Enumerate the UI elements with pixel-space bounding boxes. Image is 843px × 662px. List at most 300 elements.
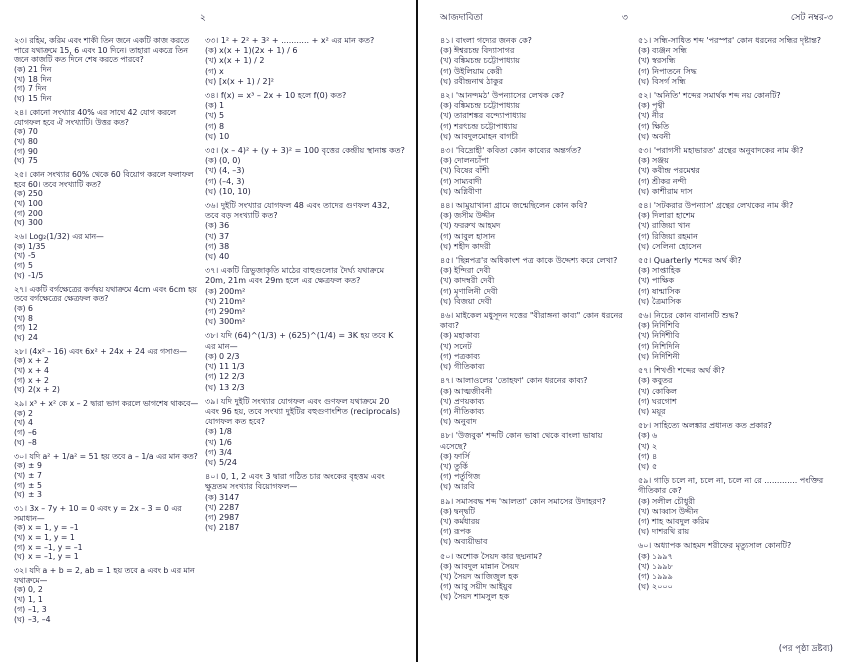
answer-option <box>638 517 834 527</box>
option-text: 3147 <box>219 492 240 502</box>
question <box>14 566 199 624</box>
question <box>440 256 630 307</box>
question-text: 1² + 2² + 3² + ........... + x² এর মান কত? <box>220 36 375 45</box>
question-text: 'আনন্দমঠ' উপন্যাসের লেখক কে? <box>455 91 565 101</box>
option-text: 3/4 <box>219 447 232 457</box>
answer-option <box>638 232 834 242</box>
question-text: শিখণ্ডী শব্দের অর্থ কী? <box>653 366 725 376</box>
question <box>638 256 834 307</box>
question-text: অধ্যাপক আহমদ শরীফের মৃত্যুসাল কোনটি? <box>653 541 792 551</box>
option-text: ± 9 <box>28 461 42 471</box>
option-label: (ক) <box>638 376 650 386</box>
option-label: (গ) <box>205 307 217 317</box>
option-text: 2287 <box>219 502 240 512</box>
question <box>14 347 199 395</box>
option-label: (ঘ) <box>205 252 217 262</box>
question <box>638 541 834 592</box>
question-stem <box>14 36 199 65</box>
option-text: 300 <box>28 218 43 228</box>
option-label: (ক) <box>638 211 650 221</box>
left-page <box>0 0 412 662</box>
option-text: 210m² <box>219 296 246 306</box>
option-text: জসীম উদ্দীন <box>454 211 495 221</box>
option-label: (খ) <box>638 561 650 571</box>
question <box>14 452 199 500</box>
question-number: ৩৫। <box>205 146 219 156</box>
question-number: ৪০। <box>205 472 219 482</box>
answer-option <box>440 232 630 242</box>
answer-option <box>440 482 630 492</box>
question-number: ২৭। <box>14 284 27 294</box>
answer-option <box>14 376 199 386</box>
question-number: ৩৭। <box>205 266 219 276</box>
option-label: (ক) <box>14 241 26 251</box>
option-text: শাহ আবদুল করিম <box>652 516 710 526</box>
question-text: বাংলা গদ্যের জনক কে? <box>455 36 532 45</box>
option-label: (ঘ) <box>14 270 25 280</box>
question-number: ৬০। <box>638 541 652 551</box>
option-label: (ঘ) <box>205 186 217 196</box>
option-label: (ঘ) <box>638 296 650 306</box>
option-text: 37 <box>219 231 230 241</box>
answer-option <box>205 177 405 187</box>
question-text: আলাওলের 'তোহফা' কোন ধরনের কাব্য? <box>455 376 588 386</box>
answer-option <box>440 67 630 77</box>
option-label: (ক) <box>440 506 452 516</box>
option-text: দাশরথি রায় <box>652 527 690 537</box>
option-text: পর্তুগিজ <box>454 472 481 482</box>
answer-option <box>440 527 630 537</box>
option-label: (ঘ) <box>14 490 25 500</box>
answer-option <box>638 331 834 341</box>
option-label: (গ) <box>440 176 452 186</box>
option-text: 24 <box>28 332 38 342</box>
answer-option <box>638 56 834 66</box>
answer-option <box>638 187 834 197</box>
option-label: (ক) <box>440 101 452 111</box>
option-label: (গ) <box>14 428 26 438</box>
option-text: ত্রৈমাসিক <box>652 296 682 306</box>
answer-option <box>638 46 834 56</box>
answer-option <box>440 101 630 111</box>
answer-option <box>205 317 405 327</box>
option-text: ১৯৯৮ <box>652 561 673 571</box>
answer-option <box>638 221 834 231</box>
answer-option <box>440 592 630 602</box>
option-text: কবুতর <box>652 376 673 386</box>
option-text: সাম্যবাদী <box>454 176 482 186</box>
option-text: রাজিয়া খান <box>652 221 691 231</box>
option-label: (ঘ) <box>638 241 650 251</box>
question-text: 'সটকরার উপন্যাস' গ্রন্থের লেখকের নাম কী? <box>653 201 794 211</box>
question-stem <box>440 201 630 211</box>
question <box>638 311 834 362</box>
option-label: (গ) <box>440 231 452 241</box>
option-label: (খ) <box>14 136 26 146</box>
option-text: 8 <box>219 121 225 131</box>
option-text: 80 <box>28 136 38 146</box>
answer-option <box>440 507 630 517</box>
answer-option <box>638 452 834 462</box>
question <box>205 266 405 327</box>
option-label: (খ) <box>14 366 26 375</box>
option-text: তুর্কি <box>454 461 468 471</box>
option-label: (গ) <box>14 146 26 156</box>
answer-option <box>14 418 199 428</box>
answer-option <box>638 527 834 537</box>
answer-option <box>638 276 834 286</box>
answer-option <box>440 187 630 197</box>
question-text: মাইকেল মধুসূদন দত্তের "বীরাঙ্গনা কাব্য" কোন ধরনের কাব্য? <box>440 311 626 331</box>
option-label: (খ) <box>638 276 650 286</box>
option-label: (ক) <box>440 331 452 341</box>
option-text: (10, 10) <box>219 186 251 196</box>
answer-option <box>638 321 834 331</box>
option-label: (খ) <box>440 461 452 471</box>
question-stem <box>205 146 405 156</box>
question-text: যদি a + b = 2, ab = 1 হয় তবে a এবং b এর মান যথাক্রমে— <box>14 566 198 585</box>
option-label: (ঘ) <box>205 76 217 86</box>
question-number: ৪৭। <box>440 376 454 386</box>
question <box>440 36 630 87</box>
question <box>638 201 834 252</box>
answer-option <box>638 352 834 362</box>
option-text: -1/5 <box>28 270 44 280</box>
option-label: (খ) <box>440 56 452 66</box>
question-stem <box>14 347 199 357</box>
option-label: (গ) <box>638 571 650 581</box>
option-label: (ঘ) <box>205 523 217 533</box>
answer-option <box>638 507 834 517</box>
option-label: (গ) <box>14 208 26 218</box>
question-number: ৫৫। <box>638 256 652 266</box>
option-text: আবদুল মান্নান সৈয়দ <box>454 561 519 571</box>
answer-option <box>638 462 834 472</box>
question-text: x³ + x² কে x – 2 দ্বারা ভাগ করলে ভাগশেষ থাকবে— <box>29 399 199 409</box>
option-label: (ক) <box>14 65 26 75</box>
question-stem <box>638 541 834 551</box>
option-label: (ঘ) <box>440 186 452 196</box>
answer-option <box>205 132 405 142</box>
answer-option <box>14 552 199 562</box>
option-label: (গ) <box>14 84 26 94</box>
answer-option <box>440 352 630 362</box>
option-text: 200m² <box>219 286 246 296</box>
question <box>14 36 199 104</box>
option-text: 0, 2 <box>28 585 43 595</box>
answer-option <box>638 442 834 452</box>
question-text: অশোক সৈয়দ কার ছদ্মনাম? <box>455 551 543 561</box>
option-text: 7 দিন <box>28 84 47 94</box>
option-text: ময়ূর <box>652 406 666 416</box>
question-stem <box>440 36 630 46</box>
option-label: (ঘ) <box>14 94 25 104</box>
question-number: ৪৩। <box>440 146 454 156</box>
option-text: আব্বাস উদ্দীন <box>652 506 699 516</box>
answer-option <box>205 427 405 437</box>
option-label: (গ) <box>14 375 26 385</box>
answer-option <box>205 438 405 448</box>
option-text: দ্বন্দ্বটি <box>454 506 475 516</box>
question-text: কোন সংখ্যার 60% থেকে 60 বিয়োগ করলে ফলাফল হবে 60। তবে সংখ্যাটি কত? <box>14 169 196 189</box>
question-text: (x – 4)² + (y + 3)² = 100 বৃত্তের কেন্দ্রীয় স্থানাঙ্ক কত? <box>220 146 405 156</box>
option-label: (ক) <box>205 221 217 231</box>
question <box>205 472 405 533</box>
question-number: ৫১। <box>638 36 652 45</box>
option-text: ব্যঞ্জন সন্ধি <box>652 46 687 56</box>
option-label: (ঘ) <box>440 482 452 492</box>
option-label: (ঘ) <box>14 218 25 228</box>
question-text: রহিম, করিম এবং শাকী তিন জনে একটি কাজ করতে পারে যথাক্রমে 15, 6 এবং 10 দিনে। তাহারা একত্রে তিন জনে কাজটি কত দিনে শেষ করতে পারবে? <box>14 36 192 65</box>
answer-option <box>440 407 630 417</box>
question <box>440 431 630 492</box>
option-text: 0 2/3 <box>219 351 240 361</box>
option-text: 5 <box>219 111 225 121</box>
option-text: 10 <box>219 131 230 141</box>
answer-option <box>440 572 630 582</box>
option-text: ৫ <box>652 461 658 471</box>
answer-option <box>205 523 405 533</box>
option-text: 1, 1 <box>28 595 43 605</box>
option-label: (খ) <box>14 533 26 542</box>
answer-option <box>205 458 405 468</box>
answer-option <box>205 56 405 66</box>
option-text: 1/8 <box>219 427 232 437</box>
answer-option <box>14 84 199 94</box>
option-label: (খ) <box>14 199 26 208</box>
answer-option <box>440 156 630 166</box>
answer-option <box>440 297 630 307</box>
option-label: (ঘ) <box>440 296 452 306</box>
option-text: 21 দিন <box>28 65 52 75</box>
question-stem <box>14 566 199 585</box>
question-stem <box>14 504 199 523</box>
question-text: 'বিদ্রোহী' কবিতা কোন কাব্যের অন্তর্গত? <box>455 146 582 156</box>
option-text: ক্ষিতি <box>652 121 670 131</box>
answer-option <box>440 211 630 221</box>
option-text: x + 2 <box>28 356 49 366</box>
option-label: (গ) <box>638 396 650 406</box>
option-label: (ঘ) <box>638 527 650 537</box>
option-label: (খ) <box>440 166 452 176</box>
option-label: (গ) <box>440 527 452 537</box>
option-label: (ঘ) <box>440 592 452 602</box>
option-label: (ঘ) <box>205 457 217 467</box>
option-label: (খ) <box>205 502 217 512</box>
question-text: 'অনিতি' শব্দের সমার্থক শব্দ নয় কোনটি? <box>653 91 781 101</box>
answer-option <box>14 533 199 543</box>
answer-option <box>205 352 405 362</box>
answer-option <box>638 562 834 572</box>
answer-option <box>205 448 405 458</box>
option-label: (ক) <box>14 356 26 366</box>
option-text: 290m² <box>219 307 246 317</box>
answer-option <box>205 111 405 121</box>
option-label: (ক) <box>638 496 650 506</box>
question-number: ৩৩। <box>205 36 219 45</box>
option-label: (খ) <box>14 251 26 261</box>
answer-option <box>638 242 834 252</box>
option-label: (ঘ) <box>14 156 25 166</box>
option-text: 38 <box>219 241 230 251</box>
option-text: 300m² <box>219 317 246 327</box>
question <box>440 311 630 372</box>
option-label: (গ) <box>638 231 650 241</box>
question-stem <box>440 552 630 562</box>
answer-option <box>638 297 834 307</box>
answer-option <box>638 431 834 441</box>
answer-option <box>205 221 405 231</box>
question <box>14 232 199 280</box>
page-number: ২ <box>200 13 206 23</box>
option-label: (খ) <box>205 296 217 306</box>
option-label: (ঘ) <box>440 76 452 86</box>
option-label: (ঘ) <box>205 131 217 141</box>
option-text: 8 <box>28 313 33 323</box>
question <box>638 476 834 537</box>
option-label: (ক) <box>14 303 26 313</box>
question-stem <box>440 91 630 101</box>
option-text: (4, –3) <box>219 166 245 176</box>
option-text: (0, 0) <box>219 156 241 166</box>
answer-option <box>440 397 630 407</box>
option-text: বঙ্কিমচন্দ্র চট্টোপাধ্যায় <box>454 101 521 111</box>
option-text: 1/35 <box>28 241 46 251</box>
answer-option <box>205 77 405 87</box>
option-text: অগ্নিবীণা <box>454 186 482 196</box>
option-label: (গ) <box>205 512 217 522</box>
option-label: (ক) <box>440 561 452 571</box>
option-label: (গ) <box>440 286 452 296</box>
option-text: শরৎচন্দ্র চট্টোপাধ্যায় <box>454 121 518 131</box>
answer-option <box>440 242 630 252</box>
answer-option <box>440 266 630 276</box>
option-label: (গ) <box>205 176 217 186</box>
option-label: (ঘ) <box>638 406 650 416</box>
question <box>205 397 405 468</box>
option-text: বঙ্কিমচন্দ্র চট্টোপাধ্যায় <box>454 56 521 66</box>
option-text: –1, 3 <box>28 604 47 614</box>
option-text: 12 2/3 <box>219 372 245 382</box>
answer-option <box>205 513 405 523</box>
option-label: (খ) <box>14 470 26 480</box>
option-label: (গ) <box>638 121 650 131</box>
question-column <box>14 36 199 628</box>
option-text: বিসর্গ সন্ধি <box>652 76 686 86</box>
question-number: ৫৬। <box>638 311 652 321</box>
question-number: ৪৬। <box>440 311 454 321</box>
option-text: 100 <box>28 199 43 208</box>
answer-option <box>14 304 199 314</box>
question-text: Quarterly শব্দের অর্থ কী? <box>653 256 742 266</box>
answer-option <box>14 314 199 324</box>
option-text: দোলনচাঁপা <box>454 156 489 166</box>
answer-option <box>14 605 199 615</box>
question-stem <box>440 497 630 507</box>
question-number: ৪২। <box>440 91 454 101</box>
question-number: ২৪। <box>14 107 27 117</box>
option-label: (খ) <box>638 506 650 516</box>
option-text: কবীন্দ্র পরমেশ্বর <box>652 166 700 176</box>
answer-option <box>638 111 834 121</box>
answer-option <box>14 261 199 271</box>
option-label: (খ) <box>205 166 217 176</box>
option-text: শ্রীকর নন্দী <box>652 176 687 186</box>
question <box>638 421 834 472</box>
answer-option <box>638 376 834 386</box>
question-number: ৫৯। <box>638 476 652 486</box>
answer-option <box>14 595 199 605</box>
answer-option <box>638 166 834 176</box>
question <box>14 399 199 447</box>
answer-option <box>440 537 630 547</box>
option-text: আবু সয়ীদ আইয়ুব <box>454 582 513 592</box>
option-label: (খ) <box>205 362 217 372</box>
question-number: ৪৫। <box>440 256 454 266</box>
question-text: 'ছিন্নপত্র'র অধিকাংশ পত্র কাকে উদ্দেশ্য করে লেখা? <box>455 256 618 266</box>
option-label: (গ) <box>638 66 650 76</box>
question-stem <box>205 397 405 428</box>
option-text: ২ <box>652 441 658 451</box>
answer-option <box>14 409 199 419</box>
answer-option <box>14 189 199 199</box>
answer-option <box>205 287 405 297</box>
answer-option <box>440 122 630 132</box>
option-text: দিলারা হাশেম <box>652 211 695 221</box>
option-text: কোকিল <box>652 386 678 396</box>
option-label: (ক) <box>14 523 26 533</box>
question <box>14 285 199 343</box>
option-text: নির্দিশীবি <box>652 331 680 341</box>
option-text: 5 <box>28 261 33 271</box>
page-header-left: আজদাবিতা <box>440 13 483 23</box>
option-text: 5/24 <box>219 457 237 467</box>
option-text: ১৯৯৯ <box>652 571 673 581</box>
option-label: (ক) <box>440 266 452 276</box>
answer-option <box>14 428 199 438</box>
option-label: (ক) <box>440 211 452 221</box>
right-page <box>422 0 843 662</box>
question <box>638 366 834 417</box>
option-text: পাক্ষিক <box>652 276 675 286</box>
question-stem <box>205 331 405 351</box>
question-number: ৫৩। <box>638 146 652 156</box>
option-label: (খ) <box>205 111 217 121</box>
option-label: (ঘ) <box>14 437 25 447</box>
option-text: ১৯৯৭ <box>652 551 673 561</box>
option-label: (খ) <box>440 516 452 526</box>
question-text: সমাসবদ্ধ শব্দ 'আলতা' কোন সমাসের উদাহরণ? <box>455 496 606 506</box>
question-text: 3x – 7y + 10 = 0 এবং y = 2x – 3 = 0 এর সমাধান— <box>14 503 184 523</box>
option-label: (ঘ) <box>14 332 25 342</box>
option-text: 15 দিন <box>28 94 52 104</box>
option-label: (গ) <box>205 447 217 457</box>
option-text: x = –1, y = –1 <box>28 542 83 552</box>
answer-option <box>440 111 630 121</box>
option-text: অবনী <box>652 131 671 141</box>
option-text: 6 <box>28 303 33 313</box>
question <box>14 504 199 562</box>
question-number: ২৫। <box>14 169 27 179</box>
answer-option <box>14 65 199 75</box>
question-stem <box>205 266 405 286</box>
option-text: সৈয়দ শামসুল হক <box>454 592 510 602</box>
question-number: ৩৬। <box>205 201 219 211</box>
question <box>440 146 630 197</box>
answer-option <box>440 452 630 462</box>
option-label: (ক) <box>205 46 217 56</box>
answer-option <box>440 342 630 352</box>
